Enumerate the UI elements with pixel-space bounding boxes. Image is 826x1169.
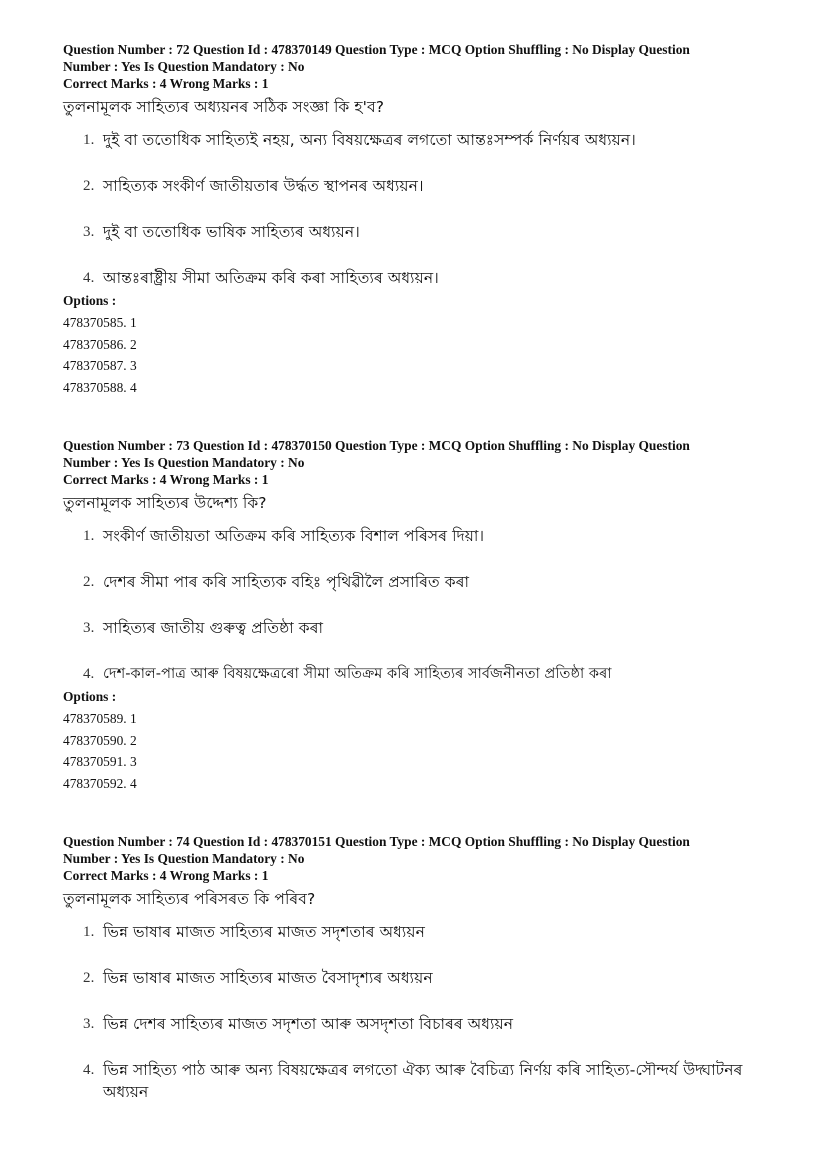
choice-item <box>63 221 803 243</box>
choice-number: 3. <box>83 1016 95 1032</box>
option-id: 478370590. 2 <box>63 732 137 748</box>
choice-text: দুই বা ততোধিক ভাষিক সাহিত্যৰ অধ্যয়ন। <box>103 223 360 241</box>
option-id: 478370591. 3 <box>63 754 137 770</box>
choice-item <box>63 1059 763 1103</box>
option-id: 478370585. 1 <box>63 315 137 330</box>
choice-number: 3. <box>83 224 95 240</box>
choice-text: ভিন্ন ভাষাৰ মাজত সাহিত্যৰ মাজত বৈসাদৃশ্যৰ অধ্যয়ন <box>103 969 433 987</box>
choice-text: দুই বা ততোধিক সাহিত্যই নহয়, অন্য বিষয়ক্ষেত্ৰৰ লগতো আন্তঃসম্পৰ্ক নিৰ্ণয়ৰ অধ্যয়ন। <box>103 131 636 149</box>
choice-text: ভিন্ন ভাষাৰ মাজত সাহিত্যৰ মাজত সদৃশতাৰ অধ্যয়ন <box>103 923 425 941</box>
question-meta-line1: Question Number : 74 Question Id : 478370151 Question Type : MCQ Option Shuffling : No Display Question <box>63 834 690 849</box>
choice-list <box>63 525 803 685</box>
choice-item <box>63 175 803 197</box>
choice-number: 4. <box>83 666 95 682</box>
question-meta-line2: Number : Yes Is Question Mandatory : No <box>63 455 305 470</box>
choice-text: আন্তঃৰাষ্ট্ৰীয় সীমা অতিক্ৰম কৰি কৰা সাহিত্যৰ অধ্যয়ন। <box>103 269 439 287</box>
choice-text: দেশ-কাল-পাত্ৰ আৰু বিষয়ক্ষেত্ৰৰো সীমা অতিক্ৰম কৰি সাহিত্যৰ সাৰ্বজনীনতা প্ৰতিষ্ঠা কৰা <box>103 665 612 682</box>
choice-item <box>63 663 803 685</box>
option-id-list <box>63 312 803 399</box>
question-text: তুলনামূলক সাহিত্যৰ পৰিসৰত কি পৰিব? <box>63 890 316 908</box>
question-74 <box>63 833 803 1103</box>
choice-item <box>63 967 803 989</box>
choice-number: 1. <box>83 528 95 544</box>
question-marks: Correct Marks : 4 Wrong Marks : 1 <box>63 868 269 883</box>
choice-number: 3. <box>83 620 95 636</box>
choice-number: 2. <box>83 970 95 986</box>
choice-text: সাহিত্যৰ জাতীয় গুৰুত্ব প্ৰতিষ্ঠা কৰা <box>103 619 324 637</box>
choice-item <box>63 1013 803 1035</box>
option-id: 478370586. 2 <box>63 336 137 352</box>
choice-text: দেশৰ সীমা পাৰ কৰি সাহিত্যক বহিঃ পৃথিৱীলৈ প্ৰসাৰিত কৰা <box>103 573 470 591</box>
options-label: Options : <box>63 689 117 704</box>
choice-number: 2. <box>83 178 95 194</box>
choice-item <box>63 571 803 593</box>
choice-number: 4. <box>83 1062 95 1078</box>
choice-number: 1. <box>83 132 95 148</box>
option-id: 478370588. 4 <box>63 380 137 396</box>
option-id-list <box>63 708 803 795</box>
choice-list <box>63 129 803 289</box>
option-id: 478370592. 4 <box>63 776 137 792</box>
question-meta-line2: Number : Yes Is Question Mandatory : No <box>63 59 305 74</box>
question-meta-line1: Question Number : 73 Question Id : 478370150 Question Type : MCQ Option Shuffling : No Display Question <box>63 438 690 453</box>
choice-text: সাহিত্যক সংকীৰ্ণ জাতীয়তাৰ উৰ্দ্ধত স্থাপনৰ অধ্যয়ন। <box>103 177 424 195</box>
question-marks: Correct Marks : 4 Wrong Marks : 1 <box>63 76 269 91</box>
question-73 <box>63 437 803 795</box>
choice-text: সংকীৰ্ণ জাতীয়তা অতিক্ৰম কৰি সাহিত্যক বিশাল পৰিসৰ দিয়া। <box>103 527 485 545</box>
question-meta-line2: Number : Yes Is Question Mandatory : No <box>63 851 305 866</box>
choice-number: 2. <box>83 574 95 590</box>
choice-item <box>63 525 803 547</box>
choice-text: ভিন্ন দেশৰ সাহিত্যৰ মাজত সদৃশতা আৰু অসদৃশতা বিচাৰৰ অধ্যয়ন <box>103 1015 514 1033</box>
question-72 <box>63 41 803 399</box>
choice-item <box>63 921 803 943</box>
choice-item <box>63 267 803 289</box>
choice-item <box>63 617 803 639</box>
choice-text: ভিন্ন সাহিত্য পাঠ আৰু অন্য বিষয়ক্ষেত্ৰৰ লগতো ঐক্য আৰু বৈচিত্ৰ্য নিৰ্ণয় কৰি সাহিত্য-সৌন্দৰ্য উদ্ঘাটনৰ অধ্যয়ন <box>103 1061 743 1101</box>
choice-number: 4. <box>83 270 95 286</box>
choice-number: 1. <box>83 924 95 940</box>
question-marks: Correct Marks : 4 Wrong Marks : 1 <box>63 472 269 487</box>
question-text: তুলনামূলক সাহিত্যৰ অধ্যয়নৰ সঠিক সংজ্ঞা কি হ'ব? <box>63 98 385 116</box>
options-label: Options : <box>63 293 117 308</box>
question-text: তুলনামূলক সাহিত্যৰ উদ্দেশ্য কি? <box>63 494 267 512</box>
option-id: 478370587. 3 <box>63 358 137 374</box>
choice-item <box>63 129 803 151</box>
choice-list <box>63 921 803 1103</box>
question-meta-line1: Question Number : 72 Question Id : 478370149 Question Type : MCQ Option Shuffling : No Display Question <box>63 42 690 57</box>
option-id: 478370589. 1 <box>63 711 137 726</box>
